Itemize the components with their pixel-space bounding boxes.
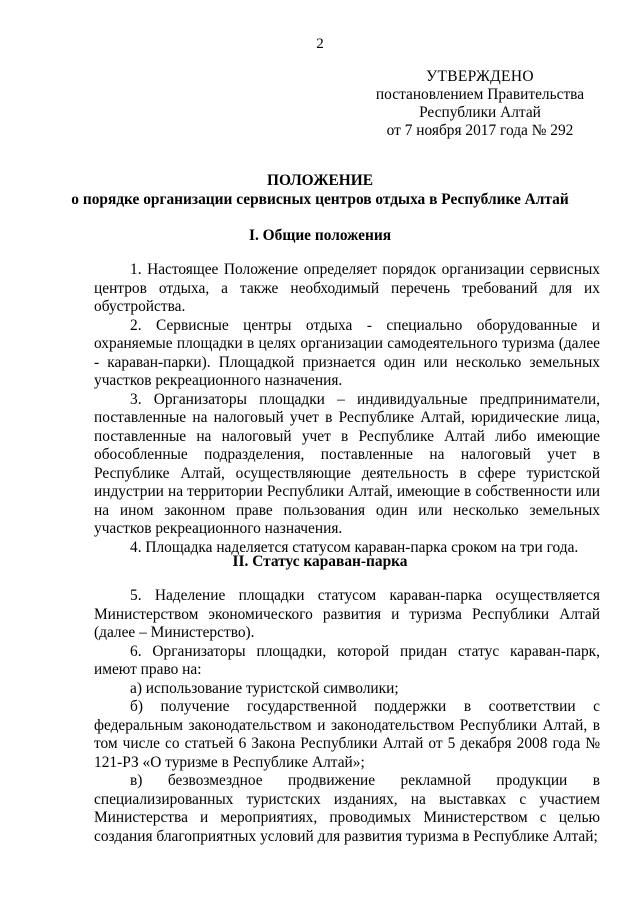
section-body <box>94 261 600 557</box>
paragraph: 4. Площадка наделяется статусом караван-парка сроком на три года. <box>130 538 579 556</box>
document-subtitle: о порядке организации сервисных центров отдыха в Республике Алтай <box>71 191 569 208</box>
paragraph: а) использование туристской символики; <box>130 679 399 697</box>
paragraph: в) безвозмездное продвижение рекламной продукции в специализированных туристских изданиях, на выставках с участием Министерства и мероприятиях, проводимых Министерством с целью создания благоприятных условий для развития туризма в Республике Алтай; <box>94 772 600 845</box>
section-heading: II. Статус караван-парка <box>232 553 408 570</box>
section-heading: I. Общие положения <box>248 227 392 244</box>
paragraph: 5. Наделение площадки статусом караван-парка осуществляется Министерством экономического развития и туризма Республики Алтай (далее – Министерство). <box>94 587 600 641</box>
paragraph: 2. Сервисные центры отдыха - специально оборудованные и охраняемые площадки в целях организации самодеятельного туризма (далее - караван-парки). Площадкой признается один или несколько земельных участков рекреационного назначения. <box>94 316 600 389</box>
approval-line: постановлением Правительства <box>375 86 585 103</box>
paragraph: 6. Организаторы площадки, которой придан статус караван-парк, имеют право на: <box>94 642 600 678</box>
document-title: ПОЛОЖЕНИЕ <box>267 172 373 189</box>
paragraph: 3. Организаторы площадки – индивидуальные предприниматели, поставленные на налоговый учет в Республике Алтай, юридические лица, поставленные на налоговый учет в Республике Алтай либо имеющие обособленные подразделения, поставленные на налоговый учет в Республике Алтай, осуществляющие деятельность в сфере туристской индустрии на территории Республики Алтай, имеющие в собственности или на ином законном праве пользования один или несколько земельных участков рекреационного назначения. <box>94 390 600 537</box>
approval-line: Республики Алтай <box>419 104 541 121</box>
section-body <box>94 587 600 846</box>
page-number: 2 <box>316 36 324 52</box>
approval-line: от 7 ноября 2017 года № 292 <box>386 122 574 139</box>
paragraph: б) получение государственной поддержки в соответствии с федеральным законодательством и законодательством Республики Алтай, в том числе со статьей 6 Закона Республики Алтай от 5 декабря 2008 года № 121-РЗ «О туризме в Республике Алтай»; <box>94 698 600 771</box>
approval-title: УТВЕРЖДЕНО <box>426 68 534 85</box>
approval-stamp-block <box>360 68 600 140</box>
paragraph: 1. Настоящее Положение определяет порядок организации сервисных центров отдыха, а также необходимый перечень требований для их обустройства. <box>94 261 600 315</box>
